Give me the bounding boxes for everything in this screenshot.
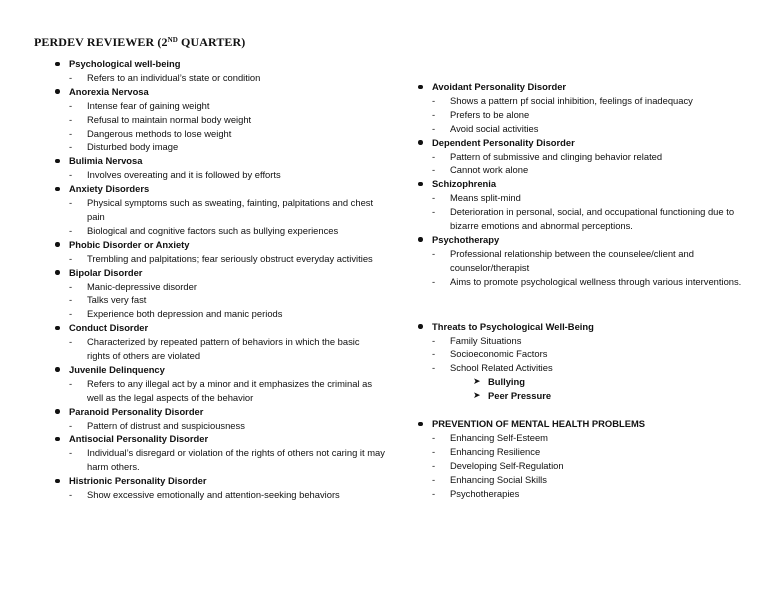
threat-item: - School Related Activities: [418, 361, 748, 375]
topic-item: - Experience both depression and manic periods: [55, 307, 385, 321]
topic-item: - Cannot work alone: [418, 163, 748, 177]
topic-item: - Intense fear of gaining weight: [55, 99, 385, 113]
topic-heading: Conduct Disorder: [55, 321, 385, 335]
prevention-item: - Psychotherapies: [418, 487, 748, 501]
topic-item: - Physical symptoms such as sweating, fainting, palpitations and chest pain: [55, 196, 385, 224]
topic-item: - Refusal to maintain normal body weight: [55, 113, 385, 127]
left-column: [55, 57, 385, 502]
right-column: [418, 80, 748, 500]
page-title: PERDEV REVIEWER (2ND QUARTER): [34, 35, 246, 49]
threat-item: - Socioeconomic Factors: [418, 347, 748, 361]
topic-heading: Histrionic Personality Disorder: [55, 474, 385, 488]
topic-item: - Pattern of distrust and suspiciousness: [55, 419, 385, 433]
threats-block: [418, 320, 748, 403]
prevention-heading: PREVENTION OF MENTAL HEALTH PROBLEMS: [418, 417, 748, 431]
topic-item: - Pattern of submissive and clinging behavior related: [418, 150, 748, 164]
topic-item: - Shows a pattern pf social inhibition, feelings of inadequacy: [418, 94, 748, 108]
topic-item: - Involves overeating and it is followed by efforts: [55, 168, 385, 182]
list-block: [418, 177, 748, 233]
list-block: [55, 363, 385, 405]
list-block: [55, 432, 385, 474]
list-block: [55, 57, 385, 85]
list-block: [55, 405, 385, 433]
topic-heading: Anorexia Nervosa: [55, 85, 385, 99]
threat-item: - Family Situations: [418, 334, 748, 348]
topic-item: - Prefers to be alone: [418, 108, 748, 122]
topic-item: - Refers to any illegal act by a minor and it emphasizes the criminal as well as the legal aspects of the behavior: [55, 377, 385, 405]
topic-item: - Dangerous methods to lose weight: [55, 127, 385, 141]
topic-item: - Characterized by repeated pattern of behaviors in which the basic rights of others are violated: [55, 335, 385, 363]
topic-heading: Juvenile Delinquency: [55, 363, 385, 377]
threat-subitem: ➤ Peer Pressure: [418, 389, 748, 403]
topic-item: - Talks very fast: [55, 293, 385, 307]
topic-item: - Professional relationship between the counselee/client and counselor/therapist: [418, 247, 748, 275]
topic-heading: Phobic Disorder or Anxiety: [55, 238, 385, 252]
list-block: [55, 474, 385, 502]
topic-item: - Means split-mind: [418, 191, 748, 205]
topic-item: - Avoid social activities: [418, 122, 748, 136]
topic-heading: Schizophrenia: [418, 177, 748, 191]
prevention-item: - Enhancing Self-Esteem: [418, 431, 748, 445]
list-block: [55, 154, 385, 182]
topic-item: - Disturbed body image: [55, 140, 385, 154]
list-block: [55, 266, 385, 322]
topic-heading: Paranoid Personality Disorder: [55, 405, 385, 419]
topic-heading: Dependent Personality Disorder: [418, 136, 748, 150]
topic-item: - Biological and cognitive factors such as bullying experiences: [55, 224, 385, 238]
topic-heading: Bipolar Disorder: [55, 266, 385, 280]
threats-heading: Threats to Psychological Well-Being: [418, 320, 748, 334]
topic-item: - Manic-depressive disorder: [55, 280, 385, 294]
prevention-item: - Enhancing Resilience: [418, 445, 748, 459]
list-block: [418, 233, 748, 289]
topic-heading: Avoidant Personality Disorder: [418, 80, 748, 94]
list-block: [55, 321, 385, 363]
prevention-item: - Developing Self-Regulation: [418, 459, 748, 473]
prevention-block: [418, 417, 748, 500]
topic-item: - Trembling and palpitations; fear seriously obstruct everyday activities: [55, 252, 385, 266]
topic-item: - Individual’s disregard or violation of the rights of others not caring it may harm others.: [55, 446, 385, 474]
topic-heading: Psychotherapy: [418, 233, 748, 247]
list-block: [55, 238, 385, 266]
topic-heading: Psychological well-being: [55, 57, 385, 71]
prevention-item: - Enhancing Social Skills: [418, 473, 748, 487]
topic-heading: Anxiety Disorders: [55, 182, 385, 196]
list-block: [55, 182, 385, 238]
list-block: [55, 85, 385, 155]
topic-item: - Refers to an individual’s state or condition: [55, 71, 385, 85]
topic-heading: Antisocial Personality Disorder: [55, 432, 385, 446]
topic-item: - Deterioration in personal, social, and occupational functioning due to bizarre emotions and abnormal perceptions.: [418, 205, 748, 233]
topic-item: - Aims to promote psychological wellness through various interventions.: [418, 275, 748, 289]
threat-subitem: ➤ Bullying: [418, 375, 748, 389]
topic-heading: Bulimia Nervosa: [55, 154, 385, 168]
list-block: [418, 80, 748, 136]
list-block: [418, 136, 748, 178]
topic-item: - Show excessive emotionally and attention-seeking behaviors: [55, 488, 385, 502]
